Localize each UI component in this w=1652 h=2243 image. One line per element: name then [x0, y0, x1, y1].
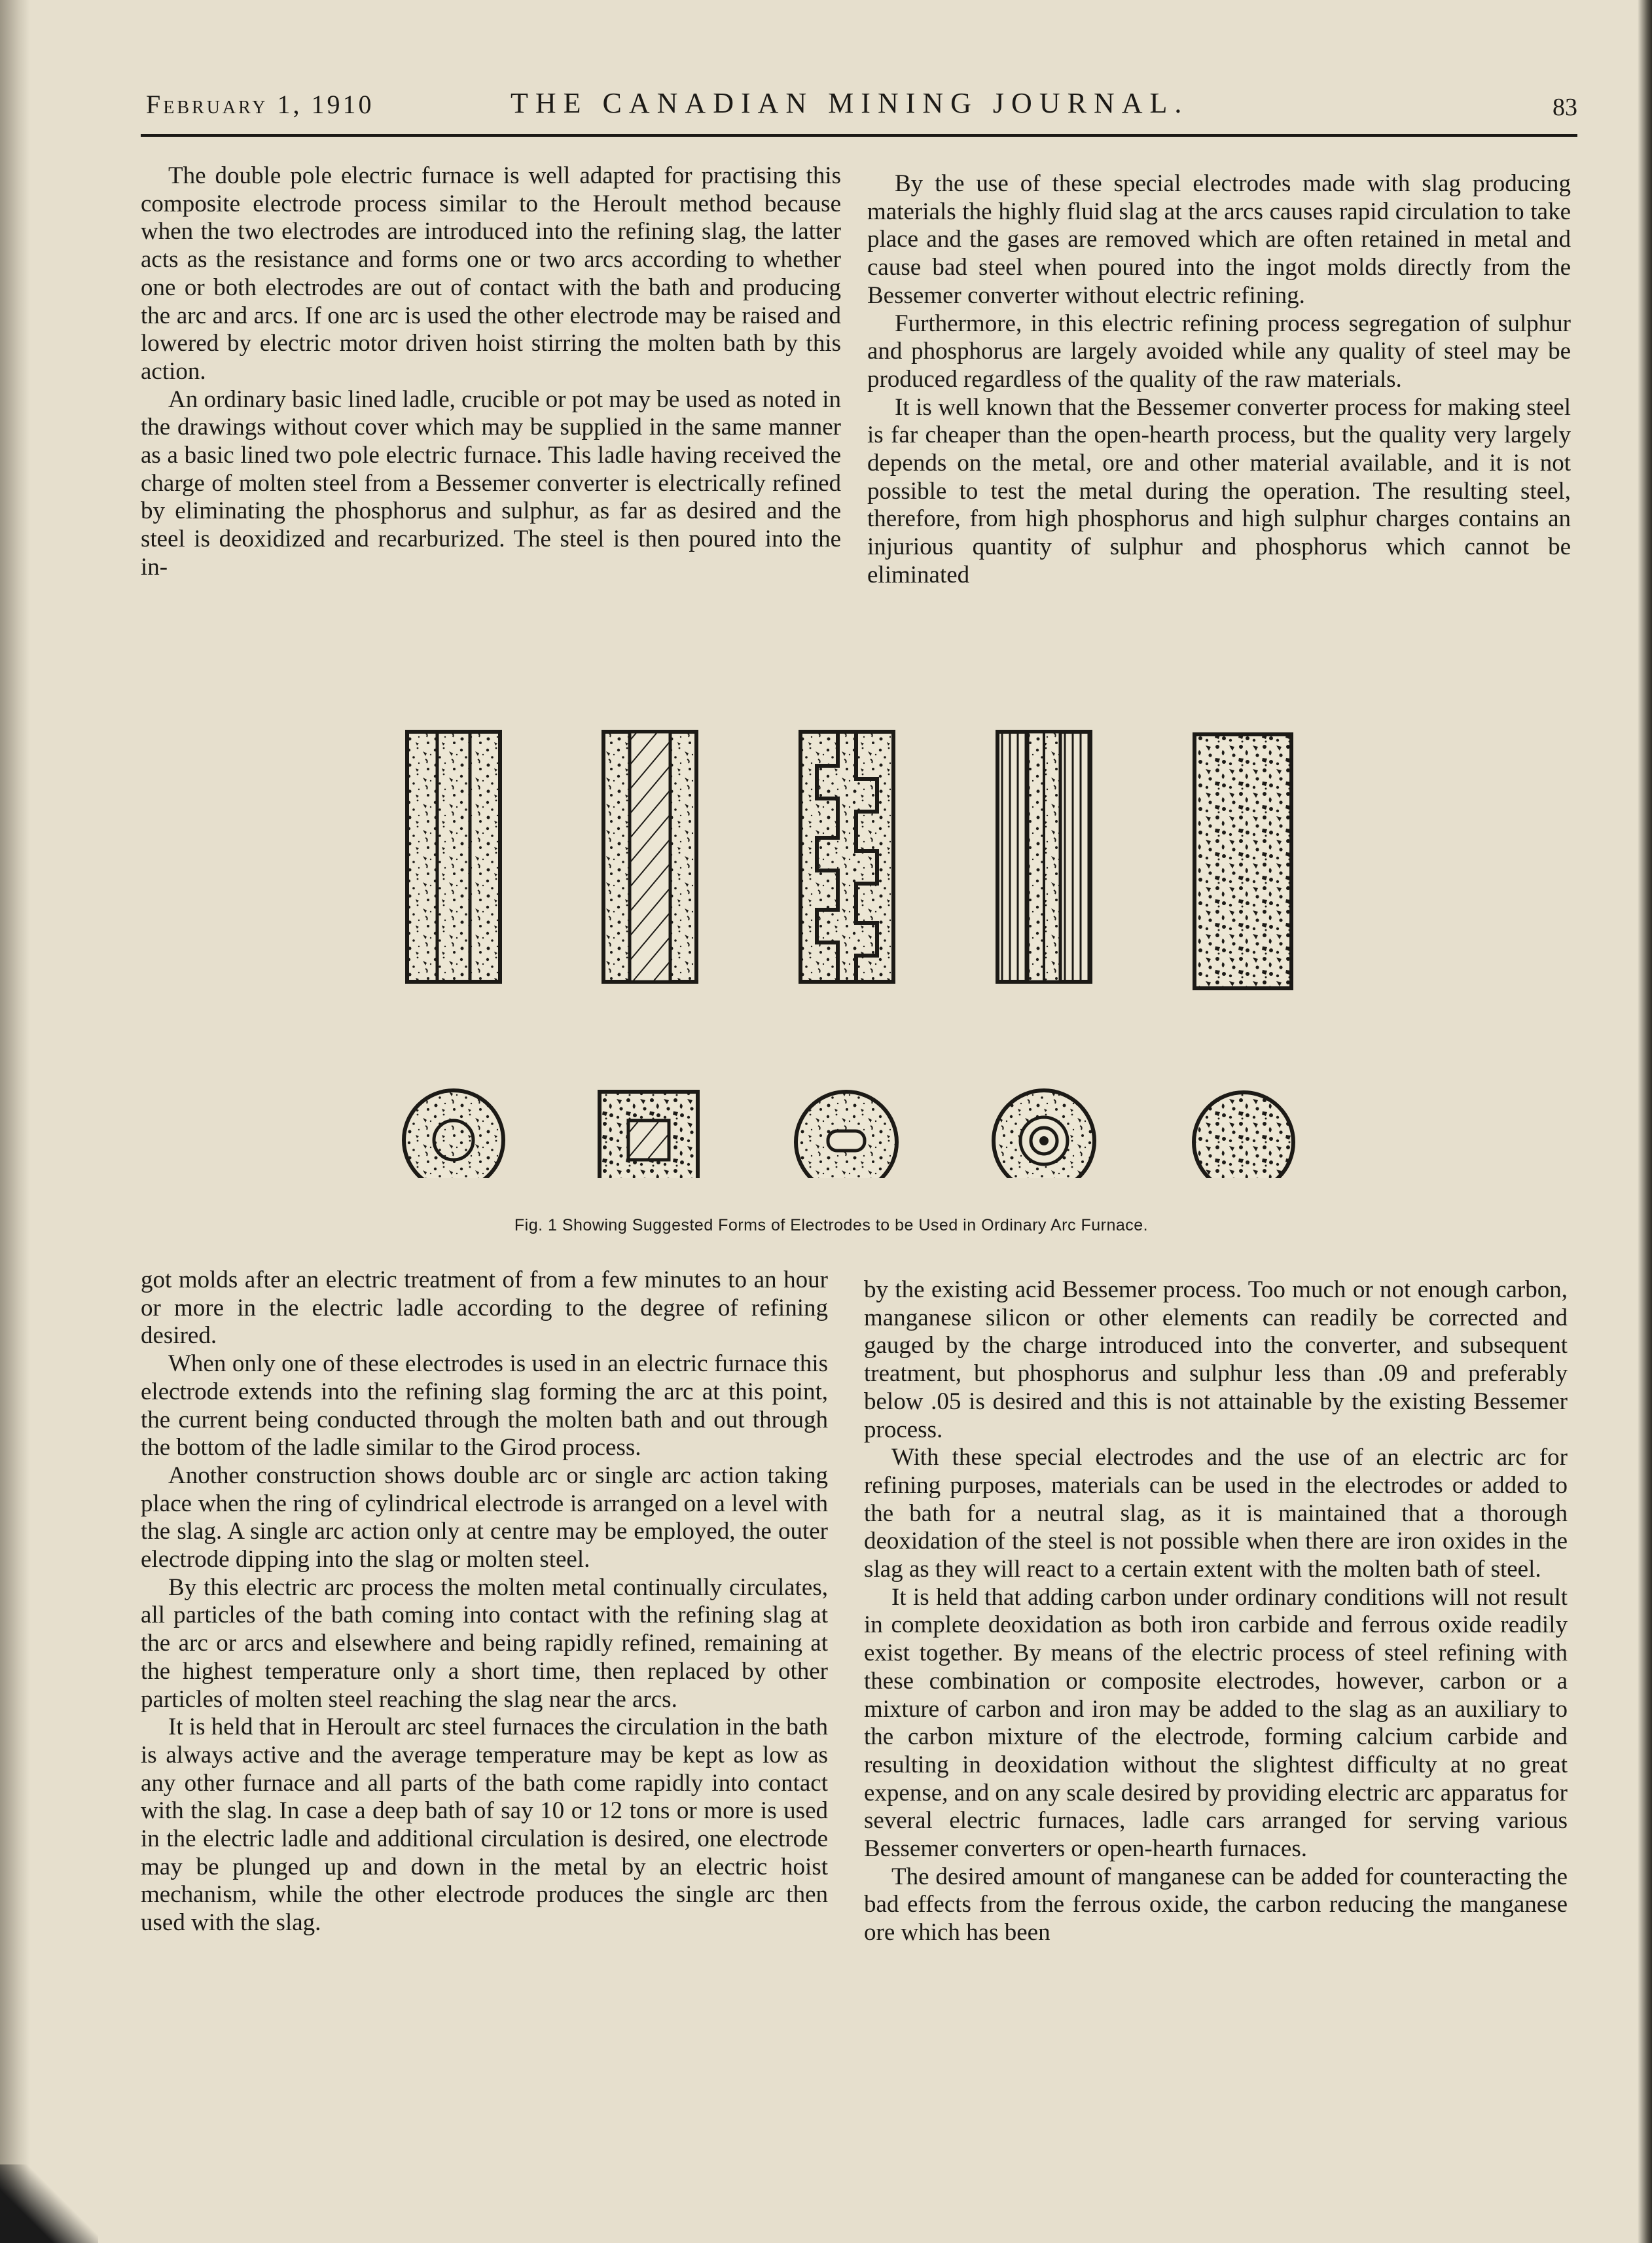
page-number: 83 — [1553, 94, 1577, 121]
paragraph: It is well known that the Bessemer converter process for making steel is far cheaper than the open-hearth process, but the quality very largely depends on the metal, ore and other material available, and it is not possible to test the metal during the operation. The resulting steel, therefore, from high phosphorus and high sulphur charges contains an injurious quantity of sulphur and phosphorus which cannot be eliminated — [867, 393, 1571, 588]
electrode-section-1 — [404, 1090, 503, 1178]
paragraph: got molds after an electric treatment of from a few minutes to an hour or more in the electric ladle according to the degree of refining desired. — [141, 1266, 828, 1350]
electrode-figure — [380, 720, 1322, 1178]
paragraph: With these special electrodes and the use of an electric arc for refining purposes, materials can be used in the electrodes or added to the bath for a neutral slag, as it is maintained that a thorough deoxidation of the steel is not possible when there are iron oxides in the slag as they will react to a certain extent with the molten bath of steel. — [864, 1444, 1568, 1583]
electrode-section-2 — [600, 1092, 698, 1178]
column-top-right — [867, 170, 1571, 590]
page-edge-shadow — [1638, 0, 1652, 2243]
electrode-elevation-5 — [1194, 734, 1291, 988]
electrode-elevation-3 — [800, 732, 893, 982]
electrode-elevation-1 — [407, 732, 500, 982]
paragraph: It is held that in Heroult arc steel furnaces the circulation in the bath is always active and the average temperature may be kept as low as any other furnace and all parts of the bath come rapidly into contact with the slag. In case a deep bath of say 10 or 12 tons or more is used in the electric ladle and additional circulation is desired, one electrode may be plunged up and down in the metal by an electric hoist mechanism, while the other electrode produces the single arc then used with the slag. — [141, 1714, 828, 1937]
electrode-section-4 — [994, 1090, 1094, 1178]
electrode-elevation-2 — [603, 732, 696, 982]
electrode-elevation-4 — [997, 732, 1090, 982]
page-corner-shadow — [0, 2164, 98, 2243]
paragraph: By this electric arc process the molten metal continually circulates, all particles of the bath coming into contact with the refining slag at the arc or arcs and elsewhere and being rapidly refined, remaining at the highest temperature only a short time, then replaced by other particles of molten steel reaching the slag near the arcs. — [141, 1573, 828, 1713]
column-bottom-left — [141, 1266, 828, 1937]
paragraph: An ordinary basic lined ladle, crucible or pot may be used as noted in the drawings without cover which may be supplied in the same manner as a basic lined two pole electric furnace. This ladle having received the charge of molten steel from a Bessemer converter is electrically refined by eliminating the phosphorus and sulphur, as far as desired and the steel is deoxidized and recarburized. The steel is then poured into the in- — [141, 386, 841, 581]
paragraph: by the existing acid Bessemer process. Too much or not enough carbon, manganese silicon or other elements can readily be corrected and gauged by the charge introduced into the converter, and subsequent treatment, but phosphorus and sulphur less than .09 and preferably below .05 is desired and this is not attainable by the existing Bessemer process. — [864, 1276, 1568, 1443]
electrode-section-5 — [1194, 1092, 1293, 1178]
paragraph: The desired amount of manganese can be added for counteracting the bad effects from the ferrous oxide, the carbon reducing the manganese ore which has been — [864, 1863, 1568, 1947]
running-header — [141, 84, 1577, 136]
column-bottom-right — [864, 1276, 1568, 1947]
journal-title: THE CANADIAN MINING JOURNAL. — [511, 87, 1189, 119]
figure-caption: Fig. 1 Showing Suggested Forms of Electrodes to be Used in Ordinary Arc Furnace. — [514, 1216, 1149, 1234]
paragraph: The double pole electric furnace is well adapted for practising this composite electrode process similar to the Heroult method because when the two electrodes are introduced into the refining slag, the latter acts as the resistance and forms one or two arcs according to whether one or both electrodes are out of contact with the bath and producing the arc and arcs. If one arc is used the other electrode may be raised and lowered by electric motor driven hoist stirring the molten bath by this action. — [141, 162, 841, 385]
issue-date: February 1, 1910 — [146, 90, 374, 119]
header-rule — [141, 134, 1577, 137]
paragraph: By the use of these special electrodes made with slag producing materials the highly fluid slag at the arcs causes rapid circulation to take place and the gases are removed which are often retained in metal and cause bad steel when poured into the ingot molds directly from the Bessemer converter without electric refining. — [867, 170, 1571, 309]
paragraph: When only one of these electrodes is used in an electric furnace this electrode extends into the refining slag forming the arc at this point, the current being conducted through the molten bath and out through the bottom of the ladle similar to the Girod process. — [141, 1350, 828, 1462]
page-binding-shadow — [0, 0, 30, 2243]
paragraph: Another construction shows double arc or single arc action taking place when the ring of cylindrical electrode is arranged on a level with the slag. A single arc action only at centre may be employed, the outer electrode dipping into the slag or molten steel. — [141, 1462, 828, 1573]
paragraph: Furthermore, in this electric refining process segregation of sulphur and phosphorus are largely avoided while any quality of steel may be produced regardless of the quality of the raw materials. — [867, 310, 1571, 393]
paragraph: It is held that adding carbon under ordinary conditions will not result in complete deoxidation as both iron carbide and ferrous oxide readily exist together. By means of the electric process of steel refining with these combination or composite electrodes, however, carbon or a mixture of carbon and iron may be added to the slag as an auxiliary to the carbon mixture of the electrode, forming calcium carbide and resulting in deoxidation without the slightest difficulty at no great expense, and on any scale desired by providing electric arc apparatus for several electric furnaces, ladle cars arranged for serving various Bessemer converters or open-hearth furnaces. — [864, 1583, 1568, 1863]
column-top-left — [141, 162, 841, 582]
electrode-section-3 — [796, 1092, 897, 1178]
